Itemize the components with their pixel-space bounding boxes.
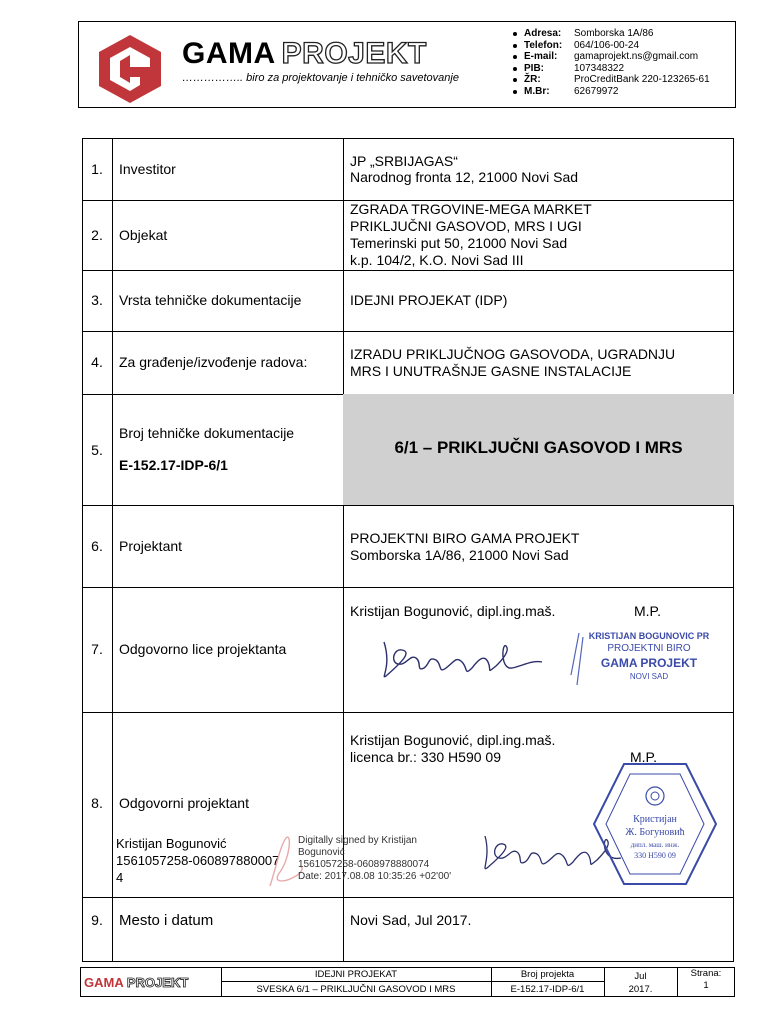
row-number: 1.	[91, 161, 103, 177]
handwritten-signature	[372, 632, 552, 687]
contact-account: ŽR: ProCreditBank 220-123265-61	[510, 74, 710, 86]
row-label-responsible-designer: Odgovorni projektant	[119, 795, 249, 811]
row-label-doc-number: Broj tehničke dokumentacije	[119, 425, 295, 441]
mp-label: M.P.	[630, 749, 657, 765]
contact-pib: PIB: 107348322	[510, 63, 710, 75]
row-number: 3.	[91, 292, 103, 308]
svg-text:330 Н590 09: 330 Н590 09	[634, 851, 676, 860]
row-number: 9.	[91, 912, 103, 928]
row-value-place-date: Novi Sad, Jul 2017.	[350, 912, 472, 928]
gama-logo-icon	[95, 33, 165, 105]
svg-text:Кристијан: Кристијан	[633, 814, 677, 825]
contact-email: E-mail: gamaprojekt.ns@gmail.com	[510, 51, 710, 63]
column-divider	[112, 138, 113, 962]
footer-project-no: E-152.17-IDP-6/1	[510, 984, 585, 995]
contact-registry: M.Br: 62679972	[510, 86, 710, 98]
company-stamp	[565, 625, 725, 695]
footer-volume: SVESKA 6/1 – PRIKLJUČNI GASOVOD I MRS	[256, 984, 456, 995]
row-value-object: ZGRADA TRGOVINE-MEGA MARKET PRIKLJUČNI GASOVOD, MRS I UGI Temerinski put 50, 21000 Novi Sad k.p. 104/2, K.O. Novi Sad III	[350, 201, 592, 268]
row-label-responsible-person: Odgovorno lice projektanta	[119, 641, 287, 657]
footer-brand: GAMA PROJEKT	[84, 975, 189, 990]
row-label-designer: Projektant	[119, 538, 183, 554]
row-divider	[82, 270, 734, 271]
svg-text:GAMA PROJEKT: GAMA PROJEKT	[600, 656, 698, 670]
contact-phone: Telefon: 064/106-00-24	[510, 40, 710, 52]
row-label-investor: Investitor	[119, 161, 176, 177]
engineer-seal	[590, 760, 720, 888]
doc-number: E-152.17-IDP-6/1	[119, 457, 228, 473]
row-label-object: Objekat	[119, 227, 168, 243]
footer-date: Jul 2017.	[628, 971, 653, 995]
digital-signer: Kristijan Bogunović 1561057258-060897880007 4	[116, 836, 280, 885]
row-number: 4.	[91, 354, 103, 370]
svg-text:NOVI SAD: NOVI SAD	[629, 672, 669, 681]
row-label-works: Za građenje/izvođenje radova:	[119, 354, 308, 370]
row-divider	[82, 712, 734, 713]
responsible-person-name: Kristijan Bogunović, dipl.ing.maš.	[350, 603, 556, 619]
mp-label: M.P.	[634, 603, 661, 619]
responsible-designer-info: Kristijan Bogunović, dipl.ing.maš. licenca br.: 330 H590 09	[350, 732, 556, 765]
row-number: 7.	[91, 641, 103, 657]
svg-text:KRISTIJAN BOGUNOVIC PR: KRISTIJAN BOGUNOVIC PR	[588, 631, 710, 641]
row-divider	[82, 331, 734, 332]
footer-page: Strana: 1	[690, 968, 722, 991]
row-divider	[82, 587, 734, 588]
row-divider	[82, 897, 734, 898]
footer-divider	[221, 981, 605, 982]
contact-list	[510, 28, 710, 98]
row-divider	[82, 505, 734, 506]
row-value-doc-type: IDEJNI PROJEKAT (IDP)	[350, 292, 508, 308]
digital-signature-text: Digitally signed by Kristijan Bogunović 1561057258-0608978880074 Date: 2017.08.08 10:35:26 +02'00'	[298, 835, 452, 882]
svg-text:Ж. Богуновић: Ж. Богуновић	[625, 827, 685, 838]
row-value-investor: JP „SRBIJAGAS“ Narodnog fronta 12, 21000 Novi Sad	[350, 153, 579, 185]
footer-project-type: IDEJNI PROJEKAT	[314, 969, 398, 980]
row-value-designer: PROJEKTNI BIRO GAMA PROJEKT Somborska 1A/86, 21000 Novi Sad	[350, 530, 580, 563]
brand-name: GAMA PROJEKT	[182, 37, 427, 70]
row-label-doc-type: Vrsta tehničke dokumentacije	[119, 292, 302, 308]
row-number: 6.	[91, 538, 103, 554]
svg-text:дипл. маш. инж.: дипл. маш. инж.	[630, 841, 680, 849]
volume-title: 6/1 – PRIKLJUČNI GASOVOD I MRS	[394, 438, 683, 457]
svg-text:PROJEKTNI BIRO: PROJEKTNI BIRO	[607, 643, 691, 654]
row-number: 2.	[91, 227, 103, 243]
row-number: 8.	[91, 795, 103, 811]
contact-address: Adresa: Somborska 1A/86	[510, 28, 710, 40]
tagline: …………….. biro za projektovanje i tehničko savetovanje	[182, 72, 459, 84]
row-number: 5.	[91, 442, 103, 458]
footer-project-no-label: Broj projekta	[520, 969, 575, 980]
row-value-works: IZRADU PRIKLJUČNOG GASOVODA, UGRADNJU MRS I UNUTRAŠNJE GASNE INSTALACIJE	[350, 346, 676, 379]
row-label-place-date: Mesto i datum	[119, 912, 214, 929]
